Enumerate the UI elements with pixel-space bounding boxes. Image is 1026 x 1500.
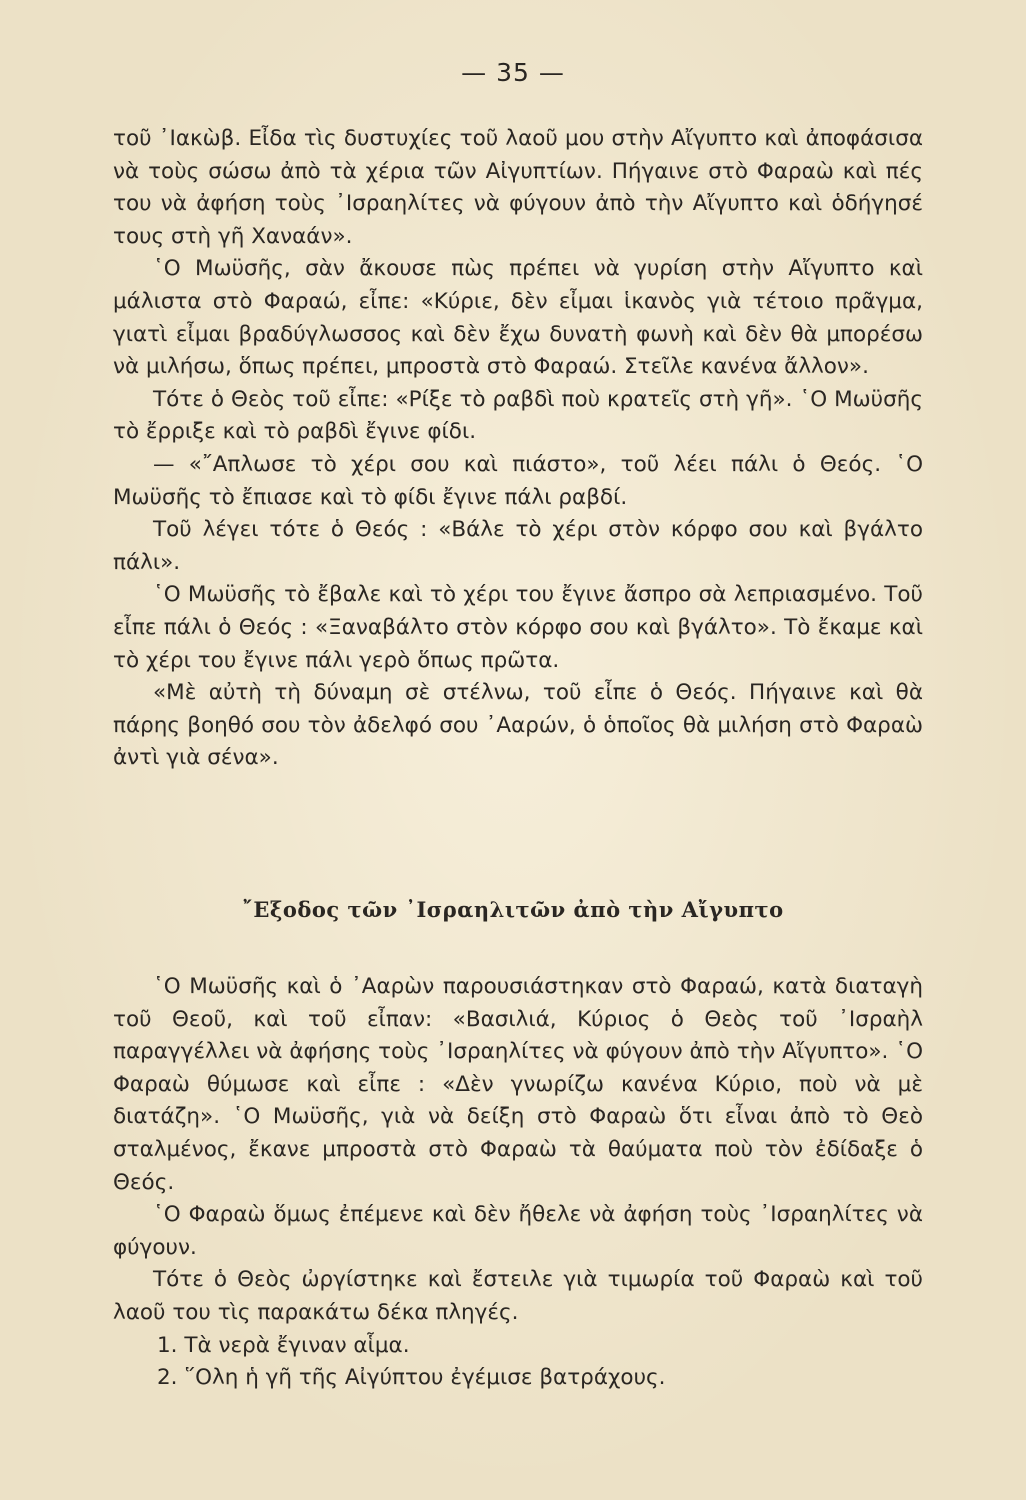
text-block-exodus	[113, 971, 923, 1395]
page-number: — 35 —	[461, 58, 565, 87]
paragraph: ῾Ο Μωϋσῆς, σὰν ἄκουσε πὼς πρέπει νὰ γυρίση στὴν Αἴγυπτο καὶ μάλιστα στὸ Φαραώ, εἶπε: «Κύριε, δὲν εἶμαι ἱκανὸς γιὰ τέτοιο πρᾶγμα, γιατὶ εἶμαι βραδύγλωσσος καὶ δὲν ἔχω δυνατὴ φωνὴ καὶ δὲν θὰ μπορέσω νὰ μιλήσω, ὅπως πρέπει, μπροστὰ στὸ Φαραώ. Στεῖλε κανένα ἄλλον».	[113, 256, 923, 380]
paragraph: Τότε ὁ Θεὸς τοῦ εἶπε: «Ρίξε τὸ ραβδὶ ποὺ κρατεῖς στὴ γῆ». ῾Ο Μωϋσῆς τὸ ἔρριξε καὶ τὸ ραβδὶ ἔγινε φίδι.	[113, 386, 923, 445]
paragraph: ῾Ο Μωϋσῆς καὶ ὁ ᾽Ααρὼν παρουσιάστηκαν στὸ Φαραώ, κατὰ διαταγὴ τοῦ Θεοῦ, καὶ τοῦ εἶπαν: «Βασιλιά, Κύριος ὁ Θεὸς τοῦ ᾽Ισραὴλ παραγγέλλει νὰ ἀφήσης τοὺς ᾽Ισραηλίτες νὰ φύγουν ἀπὸ τὴν Αἴγυπτο». ῾Ο Φαραὼ θύμωσε καὶ εἶπε : «Δὲν γνωρίζω κανένα Κύριο, ποὺ νὰ μὲ διατάζη». ῾Ο Μωϋσῆς, γιὰ νὰ δείξη στὸ Φαραὼ ὅτι εἶναι ἀπὸ τὸ Θεὸ σταλμένος, ἔκανε μπροστὰ στὸ Φαραὼ τὰ θαύματα ποὺ τὸν ἐδίδαξε ὁ Θεός.	[113, 974, 923, 1195]
text-block-moses-call	[113, 123, 923, 775]
paragraph: Τοῦ λέγει τότε ὁ Θεός : «Βάλε τὸ χέρι στὸν κόρφο σου καὶ βγάλτο πάλι».	[113, 517, 923, 575]
paragraph: «Μὲ αὐτὴ τὴ δύναμη σὲ στέλνω, τοῦ εἶπε ὁ Θεός. Πήγαινε καὶ θὰ πάρης βοηθό σου τὸν ἀδελφό σου ᾽Ααρών, ὁ ὁποῖος θὰ μιλήση στὸ Φαραὼ ἀντὶ γιὰ σένα».	[113, 680, 923, 771]
list-item: 1. Τὰ νερὰ ἔγιναν αἷμα.	[157, 1332, 410, 1358]
paragraph: τοῦ ᾽Ιακὼβ. Εἶδα τὶς δυστυχίες τοῦ λαοῦ μου στὴν Αἴγυπτο καὶ ἀποφάσισα νὰ τοὺς σώσω ἀπὸ τὰ χέρια τῶν Αἰγυπτίων. Πήγαινε στὸ Φαραὼ καὶ πές του νὰ ἀφήση τοὺς ᾽Ισραηλίτες νὰ φύγουν ἀπὸ τὴν Αἴγυπτο καὶ ὁδήγησέ τους στὴ γῆ Χαναάν».	[113, 126, 923, 249]
section-heading: ῎Εξοδος τῶν ᾽Ισραηλιτῶν ἀπὸ τὴν Αἴγυπτο	[242, 897, 784, 922]
paragraph: Τότε ὁ Θεὸς ὠργίστηκε καὶ ἔστειλε γιὰ τιμωρία τοῦ Φαραὼ καὶ τοῦ λαοῦ του τὶς παρακάτω δέκα πληγές.	[113, 1267, 923, 1325]
list-item: 2. ῞Ολη ἡ γῆ τῆς Αἰγύπτου ἐγέμισε βατράχους.	[157, 1365, 666, 1391]
paragraph: — «῎Απλωσε τὸ χέρι σου καὶ πιάστο», τοῦ λέει πάλι ὁ Θεός. ῾Ο Μωϋσῆς τὸ ἔπιασε καὶ τὸ φίδι ἔγινε πάλι ραβδί.	[113, 451, 923, 510]
paragraph: ῾Ο Φαραὼ ὅμως ἐπέμενε καὶ δὲν ἤθελε νὰ ἀφήση τοὺς ᾽Ισραηλίτες νὰ φύγουν.	[113, 1202, 923, 1260]
paragraph: ῾Ο Μωϋσῆς τὸ ἔβαλε καὶ τὸ χέρι του ἔγινε ἄσπρο σὰ λεπριασμένο. Τοῦ εἶπε πάλι ὁ Θεός : «Ξαναβάλτο στὸν κόρφο σου καὶ βγάλτο». Τὸ ἔκαμε καὶ τὸ χέρι του ἔγινε πάλι γερὸ ὅπως πρῶτα.	[113, 582, 923, 673]
